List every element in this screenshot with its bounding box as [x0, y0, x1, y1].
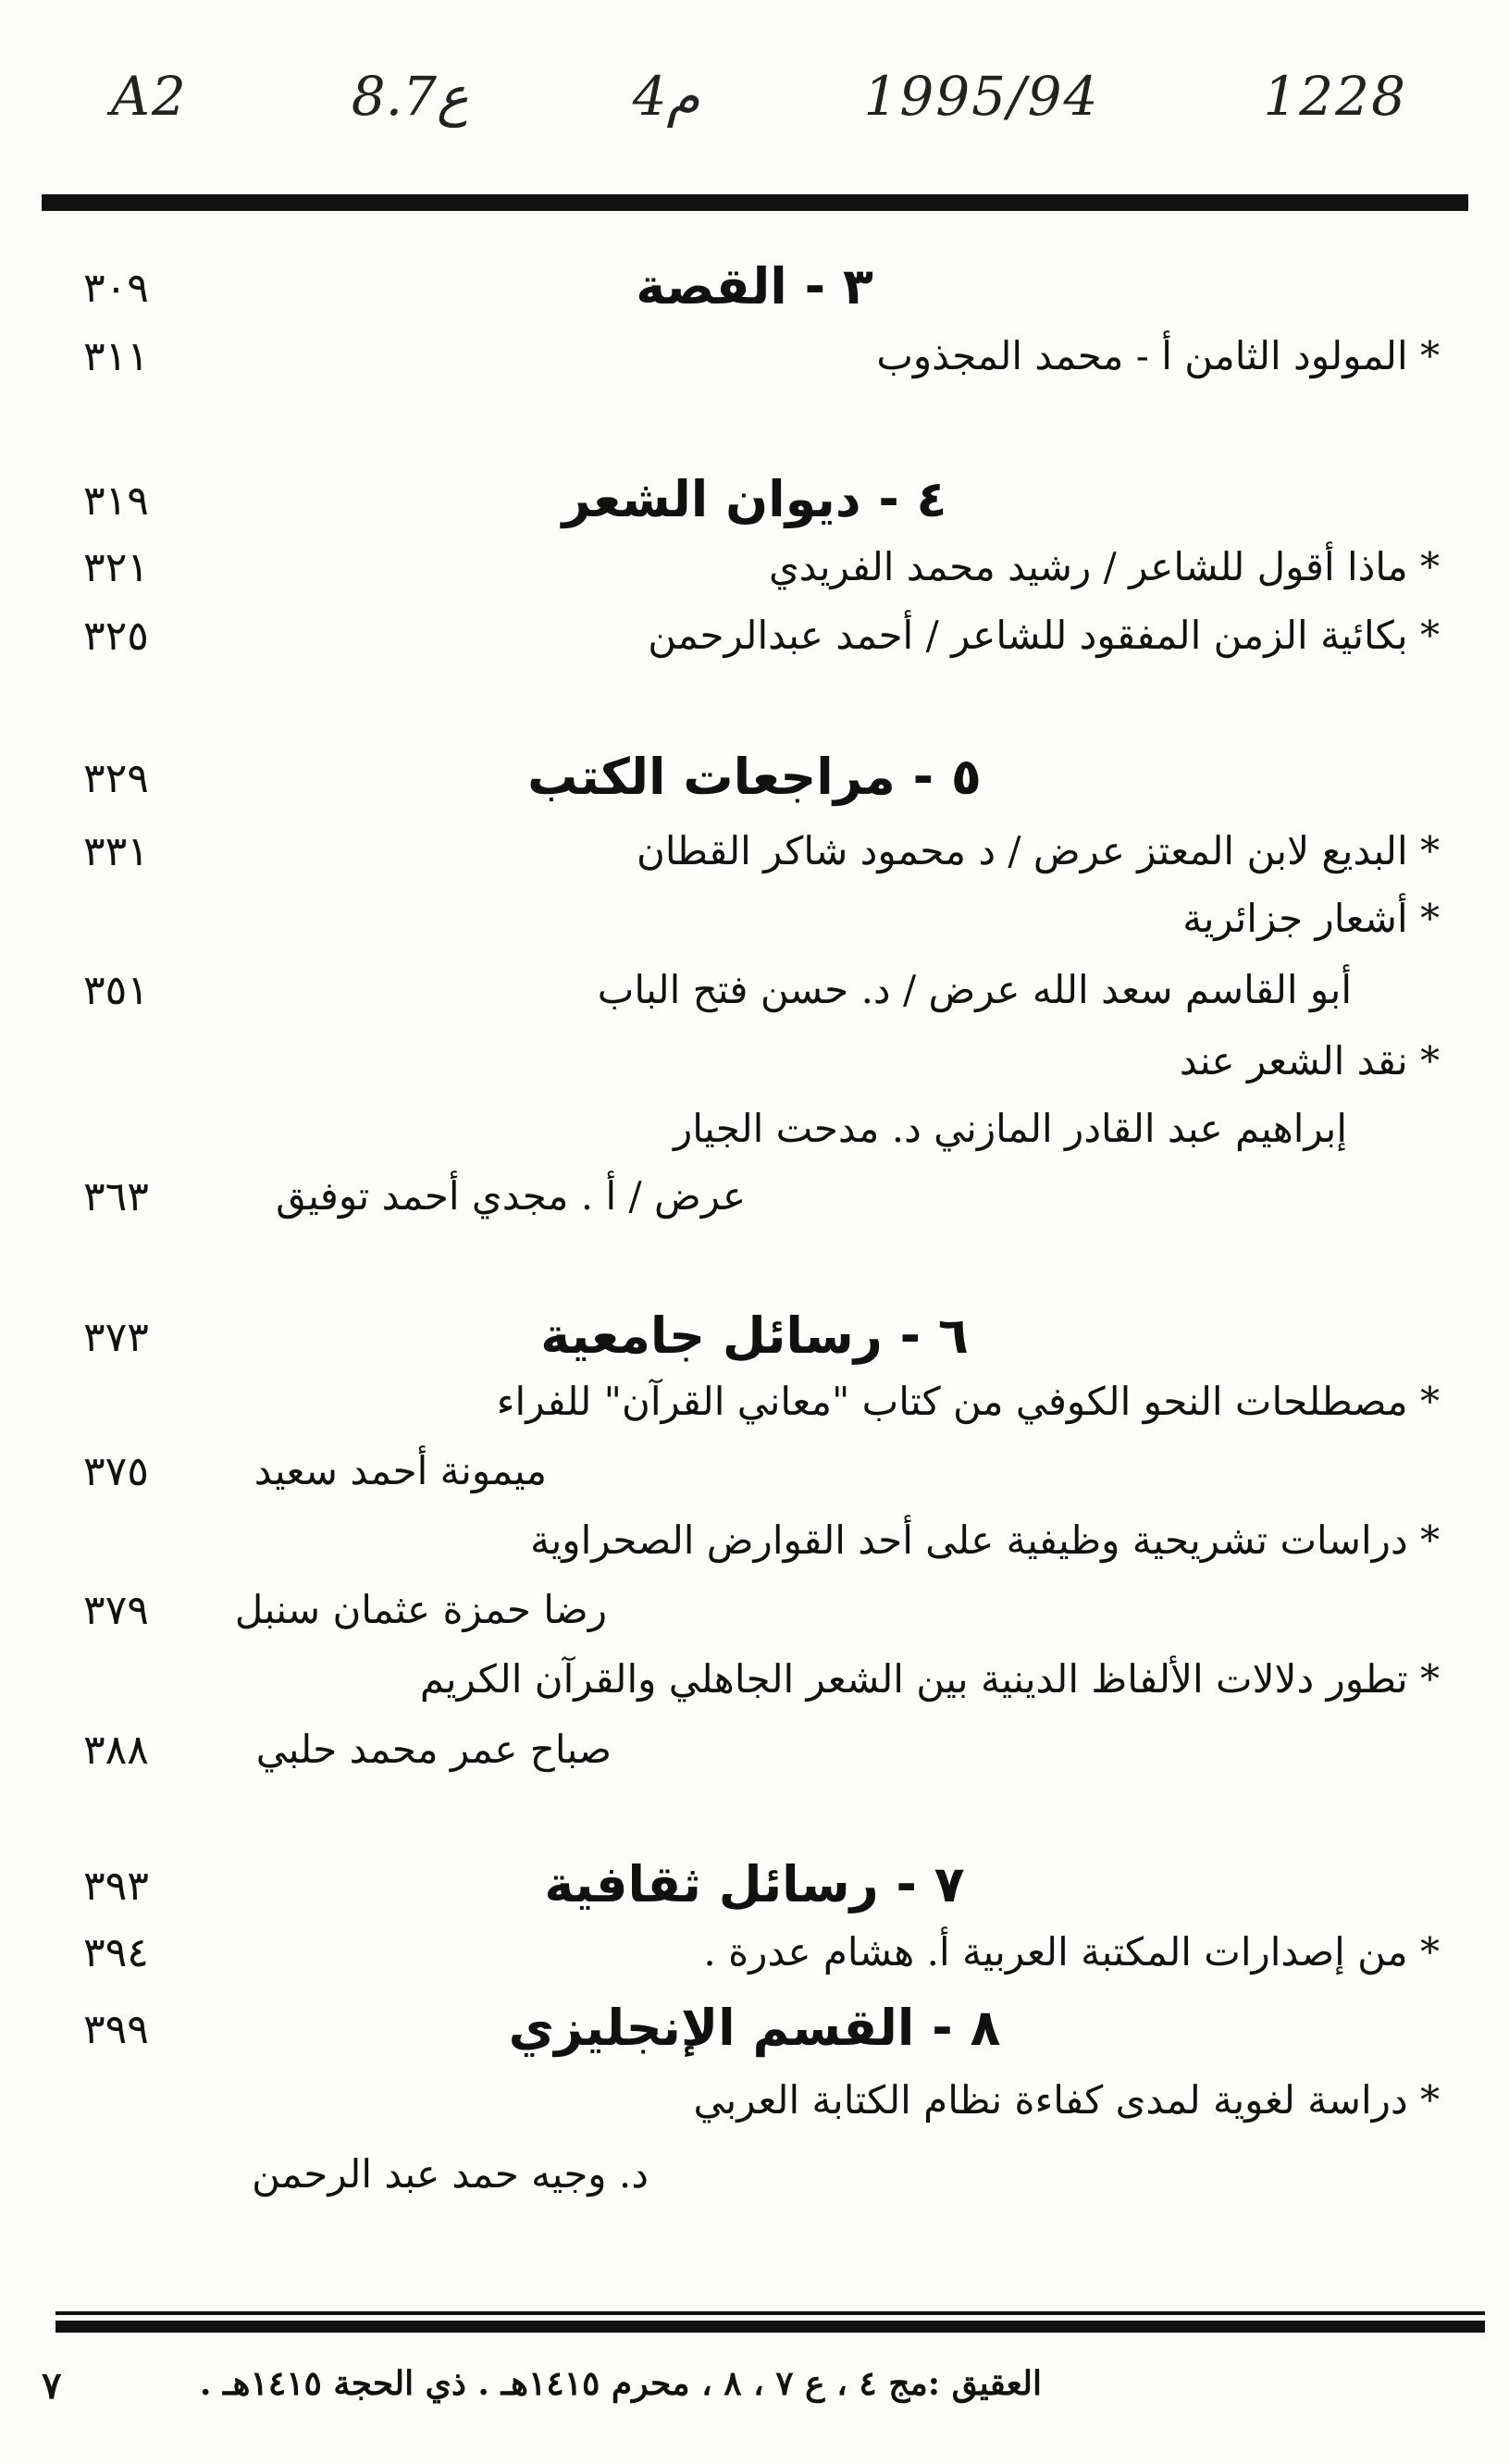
section-heading: ٦ - رسائل جامعية: [540, 1306, 969, 1365]
page-number: ٣٢٥: [83, 613, 149, 660]
entry-line: عرض / أ . مجدي أحمد توفيق: [276, 1173, 746, 1219]
entry-line: ميمونة أحمد سعيد: [254, 1448, 547, 1493]
page-number: ٣٢١: [83, 544, 149, 591]
page-number: ٣٣١: [83, 828, 149, 875]
section-heading: ٤ - ديوان الشعر: [562, 470, 947, 528]
entry-line: صباح عمر محمد حلبي: [255, 1727, 612, 1772]
entry-line: إبراهيم عبد القادر المازني د. مدحت الجيار: [673, 1106, 1347, 1151]
handwritten-note: 1995/94: [863, 65, 1100, 128]
page-number: ٣١١: [83, 333, 149, 380]
bottom-rule-thick: [56, 2321, 1485, 2333]
entry-line: * مصطلحات النحو الكوفي من كتاب "معاني القرآن" للفراء: [496, 1379, 1440, 1424]
section-heading: ٥ - مراجعات الكتب: [527, 748, 982, 806]
handwritten-note: م4: [632, 65, 700, 128]
page-number: ٣٧٥: [83, 1448, 149, 1495]
section-heading: ٧ - رسائل ثقافية: [544, 1855, 965, 1913]
page-number: ٣٧٣: [83, 1314, 149, 1361]
page-number: ٣٢٩: [83, 755, 149, 802]
section-heading: ٣ - القصة: [636, 257, 873, 316]
page-number: ٣٧٩: [83, 1587, 149, 1634]
page-number: ٣٨٨: [83, 1727, 149, 1774]
entry-line: * المولود الثامن أ - محمد المجذوب: [876, 333, 1440, 378]
entry-line: * دراسة لغوية لمدى كفاءة نظام الكتابة العربي: [693, 2077, 1440, 2123]
page-number: ٣٩٤: [83, 1929, 149, 1976]
handwritten-note: 1228: [1263, 65, 1407, 128]
entry-line: أبو القاسم سعد الله عرض / د. حسن فتح الباب: [597, 967, 1352, 1012]
page-number: ٣٩٩: [83, 2006, 149, 2053]
page-number: ٣٥١: [83, 967, 149, 1014]
page-number: ٣٦٣: [83, 1173, 149, 1220]
entry-line: د. وجيه حمد عبد الرحمن: [252, 2151, 649, 2197]
folio-number: ٧: [42, 2364, 62, 2408]
entry-line: رضا حمزة عثمان سنبل: [234, 1587, 607, 1632]
handwritten-note: 8.7ع: [351, 65, 469, 128]
entry-line: * ماذا أقول للشاعر / رشيد محمد الفريدي: [768, 544, 1440, 589]
handwritten-note: A2: [111, 65, 188, 128]
entry-line: * تطور دلالات الألفاظ الدينية بين الشعر الجاهلي والقرآن الكريم: [419, 1656, 1440, 1702]
entry-line: * أشعار جزائرية: [1182, 896, 1440, 941]
entry-line: * البديع لابن المعتز عرض / د محمود شاكر القطان: [637, 828, 1440, 873]
bottom-rule-thin: [56, 2311, 1485, 2315]
entry-line: * نقد الشعر عند: [1179, 1038, 1440, 1083]
entry-line: * دراسات تشريحية وظيفية على أحد القوارض الصحراوية: [530, 1517, 1440, 1563]
page-number: ٣١٩: [83, 477, 149, 525]
section-heading: ٨ - القسم الإنجليزي: [508, 1999, 1001, 2057]
entry-line: * بكائية الزمن المفقود للشاعر / أحمد عبدالرحمن: [648, 613, 1440, 658]
entry-line: * من إصدارات المكتبة العربية أ. هشام عدرة .: [703, 1929, 1440, 1975]
page-number: ٣٠٩: [83, 265, 149, 312]
page-number: ٣٩٣: [83, 1863, 149, 1910]
journal-citation: العقيق :مج ٤ ، ع ٧ ، ٨ ، محرم ١٤١٥هـ . ذي الحجة ١٤١٥هـ .: [199, 2364, 1042, 2403]
